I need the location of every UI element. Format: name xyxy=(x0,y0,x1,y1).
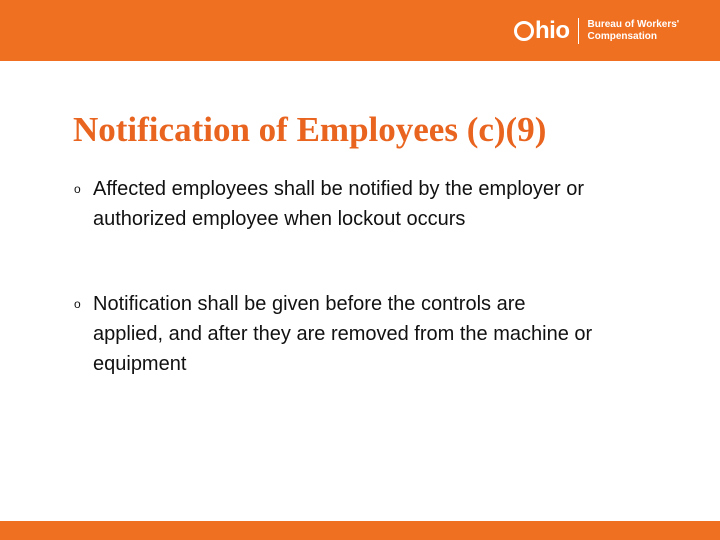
ohio-wordmark-text: hio xyxy=(535,17,570,44)
logo-agency-line-2: Compensation xyxy=(587,31,657,42)
bullet-marker: o xyxy=(74,297,81,311)
bullet-marker: o xyxy=(74,182,81,196)
ohio-bwc-logo xyxy=(514,14,679,48)
bullet-item xyxy=(74,289,594,379)
slide-title: Notification of Employees (c)(9) xyxy=(73,110,547,149)
footer-bar xyxy=(0,521,720,540)
logo-divider xyxy=(578,18,579,44)
bullet-item xyxy=(74,174,594,234)
ohio-o-icon xyxy=(514,21,534,41)
ohio-wordmark xyxy=(514,14,570,48)
header-bar xyxy=(0,0,720,61)
logo-agency-line-1: Bureau of Workers' xyxy=(587,19,680,30)
bullet-text: Notification shall be given before the controls are applied, and after they are removed from the machine or equipment xyxy=(93,293,593,375)
logo-agency-name xyxy=(588,19,680,43)
bullet-text: Affected employees shall be notified by the employer or authorized employee when lockout occurs xyxy=(93,178,585,230)
